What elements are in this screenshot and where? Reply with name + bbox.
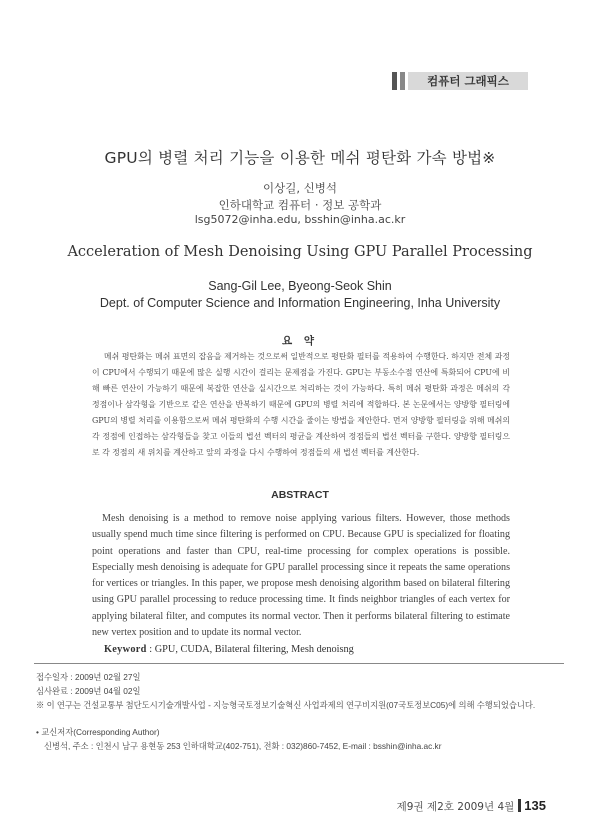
english-authors: Sang-Gil Lee, Byeong-Seok Shin [208,279,392,293]
korean-abstract: 메쉬 평탄화는 메쉬 표면의 잡음을 제거하는 것으로써 일반적으로 평탄화 필터를 적용하여 수행한다. 하지만 전체 과정이 CPU에서 수행되기 때문에 많은 실행 시간이 걸리는 문제점을 가진다. GPU는 부동소수점 연산에 특화되어 CPU에 비해 빠른 연산이 가능하기 때문에 복잡한 연산을 실시간으로 처리하는 것이 가능하다. 특히 메쉬 평탄화 과정은 메쉬의 각 정점이나 삼각형을 기반으로 같은 연산을 반복하기 때문에 GPU의 병렬 처리에 적합하다. 본 논문에서는 양방향 필터링에 GPU의 병렬 처리를 이용함으로써 메쉬 평탄화의 수행 시간을 줄이는 방법을 제안한다. 먼저 양방향 필터링을 위해 메쉬의 각 정점에 인접하는 삼각형들을 찾고 이들의 법선 벡터의 평균을 계산하여 정점들의 법선 벡터를 구한다. 양방향 필터링으로 각 정점의 새 위치를 계산하고 앞의 과정을 다시 수행하여 정점들의 새 법선 벡터를 계산한다. [92,352,510,457]
tab-bar-mid [400,72,405,90]
english-abstract-heading: ABSTRACT [271,489,329,501]
author-emails: lsg5072@inha.edu, bsshin@inha.ac.kr [194,213,406,226]
keywords-list: : GPU, CUDA, Bilateral filtering, Mesh denoisng [146,644,354,655]
section-tab [392,72,528,90]
footnote-divider [34,663,564,664]
corresponding-author-detail: 신병석, 주소 : 인천시 남구 용현동 253 인하대학교(402-751), 전화 : 032)860-7452, E-mail : bsshin@inha.ac.kr [44,741,442,751]
english-abstract: Mesh denoising is a method to remove noise applying various filters. However, those methods usually spend much time since filtering is performed on CPU. Because GPU is specialized for floating point operations and faster than CPU, real-time processing for complex operations is possible. Especially mesh denoising is adequate for GPU parallel processing since it repeats the same operations for vertices or triangles. In this paper, we propose mesh denoising algorithm based on bilateral filtering using GPU parallel processing to reduce processing time. It finds neighbor triangles of each vertex for applying bilateral filter, and computes its normal vector. Then it performs bilateral filtering to estimate new vertex position and to update its normal vector. [92,513,510,639]
page-footer [397,798,546,814]
page-number: 135 [524,798,546,813]
corresponding-author-label: • 교신저자(Corresponding Author) [36,727,160,737]
section-label: 컴퓨터 그래픽스 [427,74,509,88]
korean-affiliation: 인하대학교 컴퓨터 · 정보 공학과 [218,198,382,212]
korean-abstract-heading: 요 약 [282,335,318,347]
tab-bar-dark [392,72,397,90]
english-affiliation: Dept. of Computer Science and Information Engineering, Inha University [99,296,501,310]
keywords-label: Keyword [104,644,147,655]
funding-note: ※ 이 연구는 건설교통부 첨단도시기술개발사업 - 지능형국토정보기술혁신 사업과제의 연구비지원(07국토정보C05)에 의해 수행되었습니다. [36,700,536,710]
volume-issue: 제9권 제2호 2009년 4월 [396,801,515,813]
keywords-line [104,644,354,655]
korean-title: GPU의 병렬 처리 기능을 이용한 메쉬 평탄화 가속 방법※ [104,149,496,167]
review-date: 심사완료 : 2009년 04월 02일 [36,686,141,696]
received-date: 접수일자 : 2009년 02월 27일 [36,672,141,682]
korean-authors: 이상길, 신병석 [263,181,337,195]
footer-separator [518,799,521,812]
english-title: Acceleration of Mesh Denoising Using GPU Parallel Processing [67,244,533,260]
